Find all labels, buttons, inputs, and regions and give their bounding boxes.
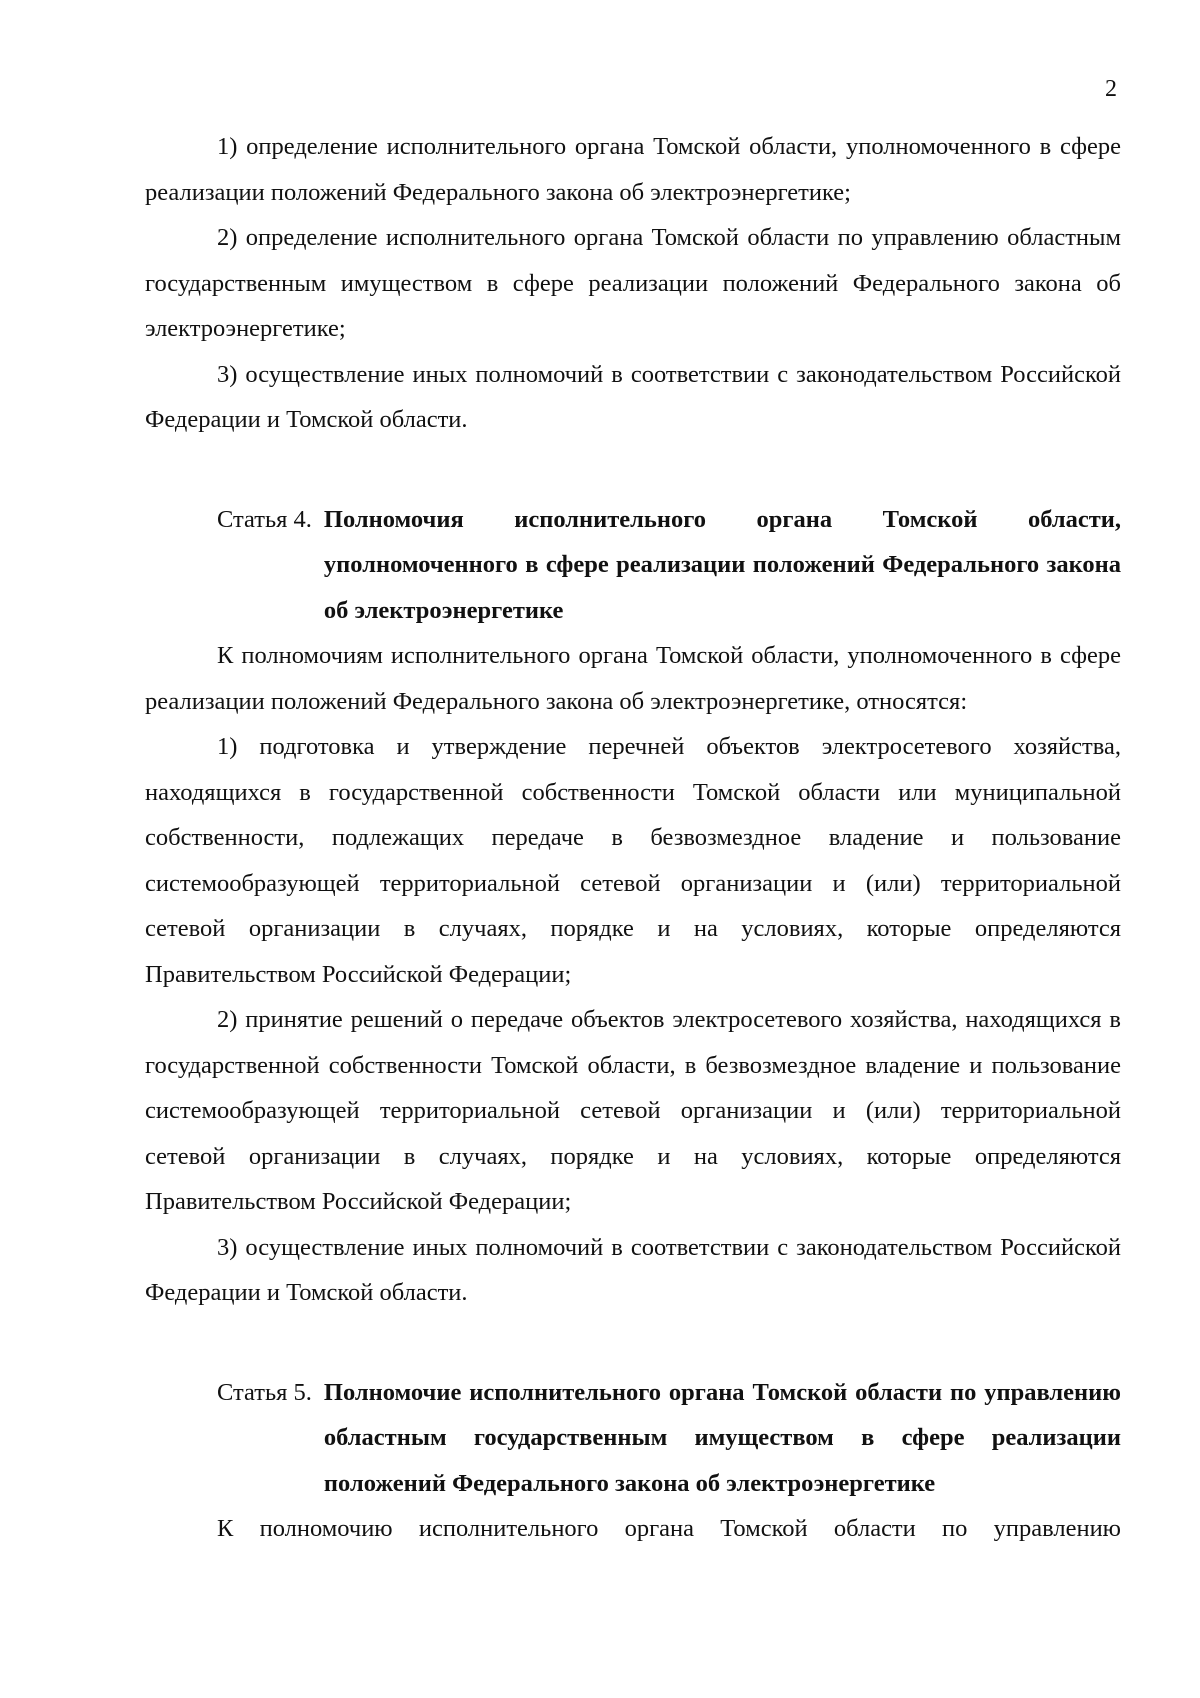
article-4-label: Статья 4. (217, 505, 312, 533)
list-item-1: 1) определение исполнительного органа Томской области, уполномоченного в сфере реализации положений Федерального закона об электроэнергетике; (145, 133, 1121, 206)
page-number: 2 (1105, 76, 1117, 102)
article-4-heading (217, 497, 1121, 634)
article-5-intro: К полномочию исполнительного органа Томской области по управлению (217, 1515, 1121, 1542)
list-item-2: 2) определение исполнительного органа Томской области по управлению областным государственным имуществом в сфере реализации положений Федерального закона об электроэнергетике; (145, 224, 1121, 342)
article-4-item-1: 1) подготовка и утверждение перечней объектов электросетевого хозяйства, находящихся в государственной собственности Томской области или муниципальной собственности, подлежащих передаче в безвозмездное владение и пользование системообразующей территориальной сетевой организации и (или) территориальной сетевой организации в случаях, порядке и на условиях, которые определяются Правительством Российской Федерации; (145, 733, 1121, 988)
article-5-heading (217, 1370, 1121, 1507)
article-4-intro: К полномочиям исполнительного органа Томской области, уполномоченного в сфере реализации положений Федерального закона об электроэнергетике, относятся: (145, 642, 1121, 715)
document-body (145, 124, 1121, 1552)
article-4-item-3: 3) осуществление иных полномочий в соответствии с законодательством Российской Федерации и Томской области. (145, 1233, 1121, 1306)
spacer (145, 1316, 1121, 1370)
list-item-3: 3) осуществление иных полномочий в соответствии с законодательством Российской Федерации и Томской области. (145, 360, 1121, 433)
article-4-title: Полномочия исполнительного органа Томской области, уполномоченного в сфере реализации положений Федерального закона об электроэнергетике (323, 505, 1121, 624)
spacer (145, 443, 1121, 497)
article-5-title: Полномочие исполнительного органа Томской области по управлению областным государственным имуществом в сфере реализации положений Федерального закона об электроэнергетике (323, 1378, 1121, 1497)
article-5-label: Статья 5. (217, 1378, 312, 1406)
article-4-item-2: 2) принятие решений о передаче объектов электросетевого хозяйства, находящихся в государственной собственности Томской области, в безвозмездное владение и пользование системообразующей территориальной сетевой организации и (или) территориальной сетевой организации в случаях, порядке и на условиях, которые определяются Правительством Российской Федерации; (145, 1006, 1121, 1215)
